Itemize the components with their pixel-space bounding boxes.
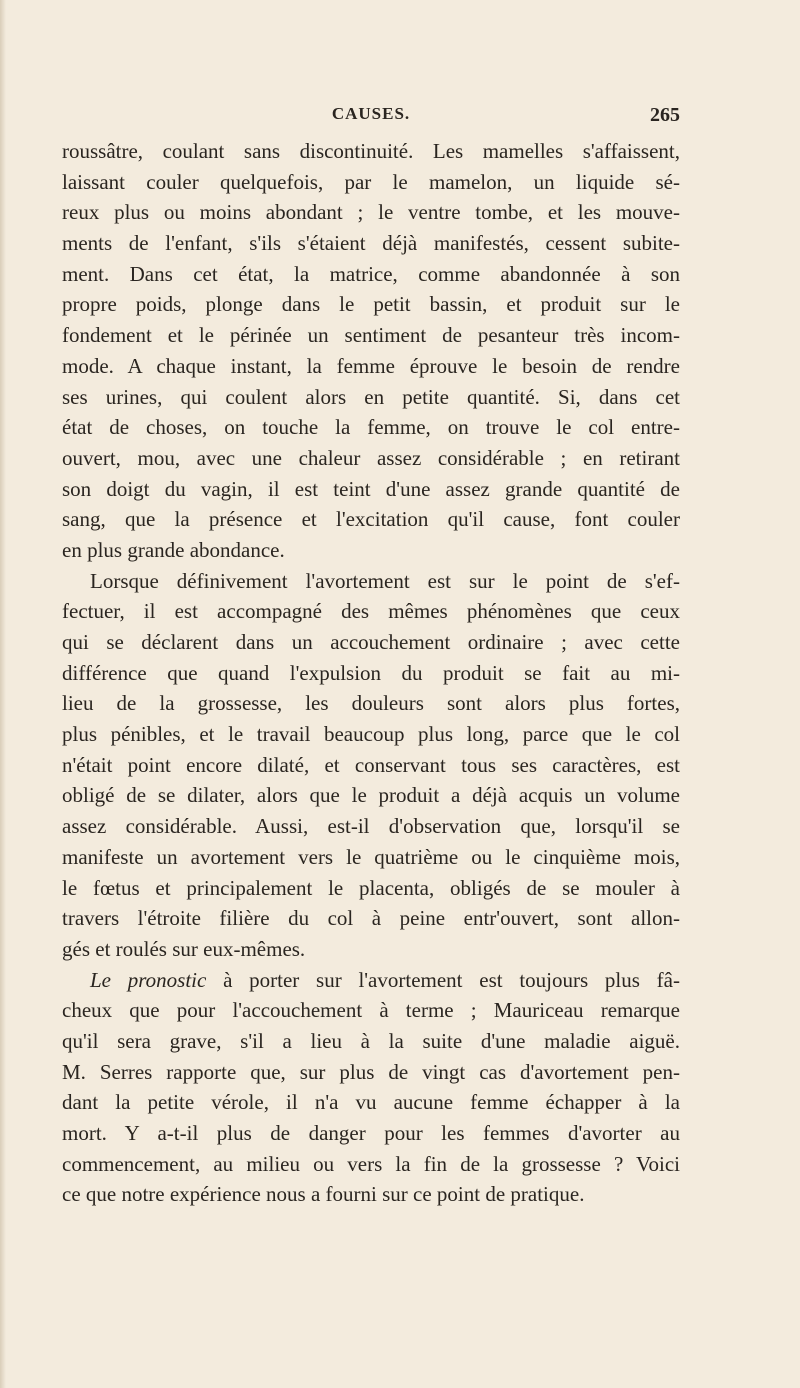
text-line: ments de l'enfant, s'ils s'étaient déjà manifestés, cessent subite- — [62, 231, 680, 256]
text-line: ses urines, qui coulent alors en petite quantité. Si, dans cet — [62, 384, 680, 409]
text-line: n'était point encore dilaté, et conservant tous ses caractères, est — [62, 752, 680, 777]
text-line: commencement, au milieu ou vers la fin de la grossesse ? Voici — [62, 1151, 680, 1176]
paragraph-1 — [62, 136, 680, 566]
text-line: ouvert, mou, avec une chaleur assez considérable ; en retirant — [62, 445, 680, 470]
text-line: ce que notre expérience nous a fourni sur ce point de pratique. — [62, 1182, 585, 1207]
body-text — [62, 136, 680, 1210]
text-line: qu'il sera grave, s'il a lieu à la suite d'une maladie aiguë. — [62, 1028, 680, 1053]
paragraph-2 — [62, 566, 680, 965]
page-number: 265 — [650, 104, 680, 126]
text-line: Lorsque définivement l'avortement est sur le point de s'ef- — [90, 568, 680, 593]
text-line: qui se déclarent dans un accouchement ordinaire ; avec cette — [62, 630, 680, 654]
text-line: M. Serres rapporte que, sur plus de vingt cas d'avortement pen- — [62, 1059, 680, 1084]
text-line: manifeste un avortement vers le quatrième ou le cinquième mois, — [62, 844, 680, 869]
text-line: fondement et le périnée un sentiment de pesanteur très incom- — [62, 323, 680, 348]
page-edge — [0, 0, 6, 1388]
paragraph-3 — [62, 965, 680, 1211]
text-line: état de choses, on touche la femme, on trouve le col entre- — [62, 415, 680, 440]
text-line: lieu de la grossesse, les douleurs sont alors plus fortes, — [62, 691, 680, 716]
text-line: le fœtus et principalement le placenta, obligés de se mouler à — [62, 875, 680, 900]
text-line: travers l'étroite filière du col à peine entr'ouvert, sont allon- — [62, 906, 680, 931]
text-line: cheux que pour l'accouchement à terme ; Mauriceau remarque — [62, 998, 680, 1023]
text-line: mode. A chaque instant, la femme éprouve le besoin de rendre — [62, 353, 680, 378]
text-line: en plus grande abondance. — [62, 537, 285, 562]
text-line: laissant couler quelquefois, par le mamelon, un liquide sé- — [62, 169, 680, 194]
text-line: obligé de se dilater, alors que le produit a déjà acquis un volume — [62, 783, 680, 808]
text-line: différence que quand l'expulsion du produit se fait au mi- — [62, 660, 680, 685]
text-line: sang, que la présence et l'excitation qu'il cause, font couler — [62, 507, 680, 532]
emphasized-term: Le pronostic — [90, 967, 207, 992]
text-line: son doigt du vagin, il est teint d'une assez grande quantité de — [62, 476, 680, 501]
running-head: CAUSES. — [331, 104, 411, 123]
text-line: ment. Dans cet état, la matrice, comme abandonnée à son — [62, 261, 680, 286]
text-line: assez considérable. Aussi, est-il d'observation que, lorsqu'il se — [62, 814, 680, 839]
text-line: roussâtre, coulant sans discontinuité. Les mamelles s'affaissent, — [62, 139, 680, 163]
text-span: à porter sur l'avortement est toujours plus fâ- — [206, 967, 680, 992]
text-line: propre poids, plonge dans le petit bassin, et produit sur le — [62, 292, 680, 317]
text-line: plus pénibles, et le travail beaucoup plus long, parce que le col — [62, 722, 680, 747]
text-line: gés et roulés sur eux-mêmes. — [62, 936, 306, 961]
text-line: reux plus ou moins abondant ; le ventre tombe, et les mouve- — [62, 200, 680, 225]
page-header — [62, 104, 680, 128]
text-line: mort. Y a-t-il plus de danger pour les femmes d'avorter au — [62, 1121, 680, 1145]
text-line — [62, 965, 680, 996]
text-line: fectuer, il est accompagné des mêmes phénomènes que ceux — [62, 599, 680, 624]
text-line: dant la petite vérole, il n'a vu aucune femme échapper à la — [62, 1090, 680, 1115]
